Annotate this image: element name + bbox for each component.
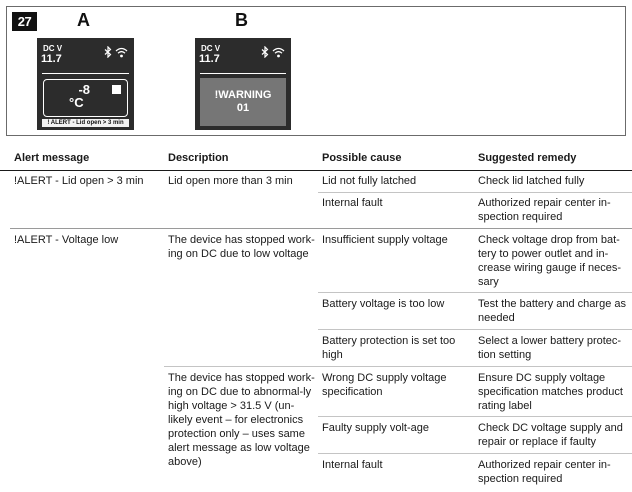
panel-b-label: B	[235, 10, 248, 30]
display-screen-a	[37, 38, 134, 130]
table-row-5-remedy: Ensure DC supply voltage specification matches product rating label	[478, 372, 623, 412]
table-row-1-remedy: Authorized repair center in-spection required	[478, 197, 611, 223]
header-possible-cause: Possible cause	[322, 152, 402, 164]
alert-bar: ! ALERT - Lid open > 3 min	[42, 119, 129, 127]
table-row-0-alert: !ALERT - Lid open > 3 min	[14, 175, 144, 187]
header-alert-message: Alert message	[14, 152, 90, 164]
dc-voltage-label: DC V	[43, 44, 63, 53]
table-row-3-cause: Battery voltage is too low	[322, 298, 445, 310]
header-description: Description	[168, 152, 229, 164]
row-divider	[318, 453, 632, 454]
header-suggested-remedy: Suggested remedy	[478, 152, 577, 164]
dc-voltage-value: 11.7	[199, 53, 220, 65]
group-divider	[10, 228, 632, 229]
table-row-5-cause: Wrong DC supply voltage specification	[322, 372, 447, 398]
table-row-1-cause: Internal fault	[322, 197, 383, 209]
compartment-icon	[112, 85, 121, 94]
table-row-6-remedy: Check DC voltage supply and repair or replace if faulty	[478, 422, 623, 448]
warning-box	[200, 78, 286, 126]
dc-voltage-label: DC V	[201, 44, 221, 53]
dc-voltage-value: 11.7	[41, 53, 62, 65]
table-row-4-remedy: Select a lower battery protec-tion setting	[478, 335, 622, 361]
table-row-4-cause: Battery protection is set too high	[322, 335, 456, 361]
table-row-0-remedy: Check lid latched fully	[478, 175, 585, 187]
separator-line	[42, 73, 129, 74]
table-row-2-cause: Insufficient supply voltage	[322, 234, 448, 246]
bluetooth-icon	[261, 46, 269, 58]
row-divider	[318, 329, 632, 330]
row-divider	[318, 292, 632, 293]
table-row-2-alert: !ALERT - Voltage low	[14, 234, 119, 246]
table-row-2-description: The device has stopped work-ing on DC due to low voltage	[168, 234, 315, 260]
wifi-icon	[272, 47, 285, 58]
row-divider	[318, 416, 632, 417]
table-row-0-description: Lid open more than 3 min	[168, 175, 293, 187]
bluetooth-icon	[104, 46, 112, 58]
panel-a-label: A	[77, 10, 90, 30]
temperature-unit: °C	[69, 95, 84, 110]
separator-line	[200, 73, 286, 74]
table-row-7-cause: Internal fault	[322, 459, 383, 471]
wifi-icon	[115, 47, 128, 58]
table-row-7-remedy: Authorized repair center in-spection required	[478, 459, 611, 485]
table-row-3-remedy: Test the battery and charge as needed	[478, 298, 626, 324]
table-row-2-remedy: Check voltage drop from bat-tery to power outlet and in-crease wiring gauge if neces-sary	[478, 234, 622, 288]
warning-code: 01	[236, 102, 250, 114]
warning-title: !WARNING	[214, 89, 272, 101]
figure-27	[6, 6, 626, 136]
table-header	[0, 148, 632, 171]
table-row-0-cause: Lid not fully latched	[322, 175, 417, 187]
table-row-6-cause: Faulty supply volt-age	[322, 422, 429, 434]
figure-number: 27	[12, 12, 37, 31]
temperature-box	[43, 79, 128, 117]
temperature-value: -8	[78, 82, 90, 97]
display-screen-b	[195, 38, 291, 130]
row-divider	[164, 366, 632, 367]
table-row-5-description: The device has stopped work-ing on DC due to abnormal-ly high voltage > 31.5 V (un-likely event – for electronics protection only – uses same alert message as low voltage above)	[168, 372, 315, 468]
row-divider	[318, 192, 632, 193]
